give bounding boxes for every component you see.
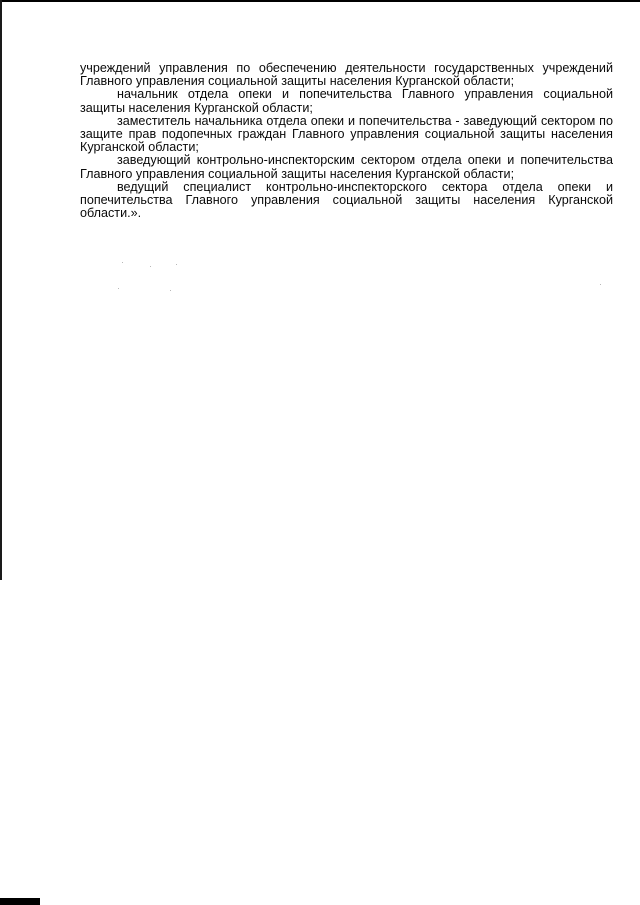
scan-left-edge: [0, 0, 2, 580]
scan-speck: [118, 288, 119, 289]
scan-top-edge: [0, 0, 640, 2]
scan-speck: [176, 264, 177, 265]
scan-speck: [600, 284, 601, 285]
scan-bottom-mark: [0, 898, 40, 905]
scan-speck: [122, 262, 123, 263]
paragraph-continuation: учреждений управления по обеспечению деятельности государственных учреждений Главного управления социальной защиты населения Курганской области;: [80, 61, 613, 89]
scan-speck: [150, 266, 151, 267]
paragraph-head-of-inspection-sector: заведующий контрольно-инспекторским сектором отдела опеки и попечительства Главного управления социальной защиты населения Курганской области;: [80, 153, 613, 181]
paragraph-leading-specialist: ведущий специалист контрольно-инспекторского сектора отдела опеки и попечительства Главного управления социальной защиты населения Курганской области.».: [80, 179, 613, 221]
scan-speck: [170, 290, 171, 291]
paragraph-deputy-head: заместитель начальника отдела опеки и попечительства - заведующий сектором по защите прав подопечных граждан Главного управления социальной защиты населения Курганской области;: [80, 113, 613, 155]
document-body: [80, 62, 613, 220]
paragraph-head-of-guardianship: начальник отдела опеки и попечительства Главного управления социальной защиты населения Курганской области;: [80, 87, 613, 115]
